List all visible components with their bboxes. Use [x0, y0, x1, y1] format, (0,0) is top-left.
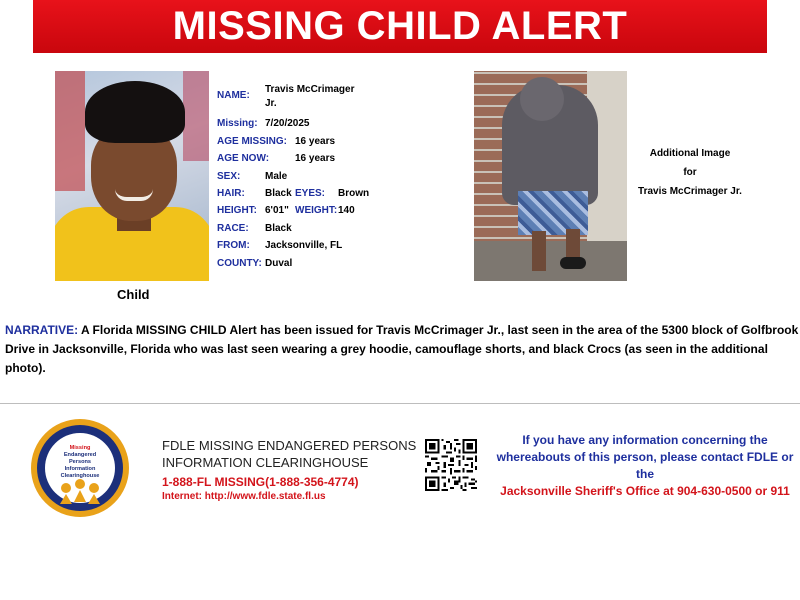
name-value-line1: Travis McCrimager [265, 84, 355, 95]
additional-photo [474, 71, 627, 281]
narrative [5, 321, 800, 378]
weight-label: WEIGHT: [295, 205, 338, 216]
fdle-website-link[interactable]: Internet: http://www.fdle.state.fl.us [162, 491, 326, 502]
sex-value: Male [265, 171, 288, 182]
additional-image-line3: Travis McCrimager Jr. [638, 186, 742, 197]
contact-line2: whereabouts of this person, please contact FDLE or [496, 450, 794, 464]
child-photo-caption: Child [117, 287, 150, 302]
name-value-line2: Jr. [265, 98, 277, 109]
age-now-value: 16 years [295, 153, 336, 164]
logo-text-5: Clearinghouse [60, 473, 100, 479]
hair-value: Black [265, 188, 292, 199]
county-label: COUNTY: [217, 258, 262, 269]
eyes-value: Brown [338, 188, 370, 199]
logo-text-3: Persons [68, 459, 92, 465]
sex-label: SEX: [217, 171, 241, 182]
height-label: HEIGHT: [217, 205, 257, 216]
narrative-label: NARRATIVE: [5, 323, 79, 337]
narrative-text: A Florida MISSING CHILD Alert has been issued for Travis McCrimager Jr., last seen in the area of the 5300 block of Golfbrook Drive in Jacksonville, Florida who was last seen wearing a grey hoodie, camouflage shorts, and black Crocs (as seen in the additional photo). [5, 323, 799, 375]
additional-image-line1: Additional Image [649, 148, 731, 159]
age-missing-label: AGE MISSING: [217, 136, 288, 147]
contact-line1: If you have any information concerning the [522, 433, 768, 447]
contact-line3: the [636, 467, 654, 481]
fdle-phone: 1-888-FL MISSING(1-888-356-4774) [162, 475, 359, 489]
age-missing-value: 16 years [295, 136, 336, 147]
county-value: Duval [265, 258, 293, 269]
clearinghouse-logo [30, 414, 130, 526]
missing-value: 7/20/2025 [265, 118, 310, 129]
hair-label: HAIR: [217, 188, 245, 199]
fdle-line2: INFORMATION CLEARINGHOUSE [162, 455, 369, 470]
race-label: RACE: [217, 223, 249, 234]
divider [0, 403, 800, 404]
alert-title: MISSING CHILD ALERT [172, 4, 628, 48]
height-value: 6'01" [265, 205, 289, 216]
name-label: NAME: [217, 90, 250, 101]
contact-line4: Jacksonville Sheriff's Office at 904-630-0500 or 911 [500, 484, 790, 498]
logo-text-4: Information [64, 466, 96, 472]
weight-value: 140 [338, 205, 355, 216]
child-photo [55, 71, 209, 281]
alert-banner [33, 0, 767, 53]
qr-code[interactable] [425, 439, 477, 491]
additional-image-line2: for [683, 167, 697, 178]
logo-text-1: Missing [69, 445, 91, 451]
race-value: Black [265, 223, 292, 234]
logo-text-2: Endangered [63, 452, 97, 458]
contact-info [492, 432, 798, 500]
age-now-label: AGE NOW: [217, 153, 270, 164]
eyes-label: EYES: [295, 188, 326, 199]
fdle-info [162, 437, 416, 502]
from-value: Jacksonville, FL [265, 240, 343, 251]
additional-image-caption [630, 144, 750, 201]
fdle-line1: FDLE MISSING ENDANGERED PERSONS [162, 438, 417, 453]
from-label: FROM: [217, 240, 250, 251]
missing-label: Missing: [217, 118, 258, 129]
